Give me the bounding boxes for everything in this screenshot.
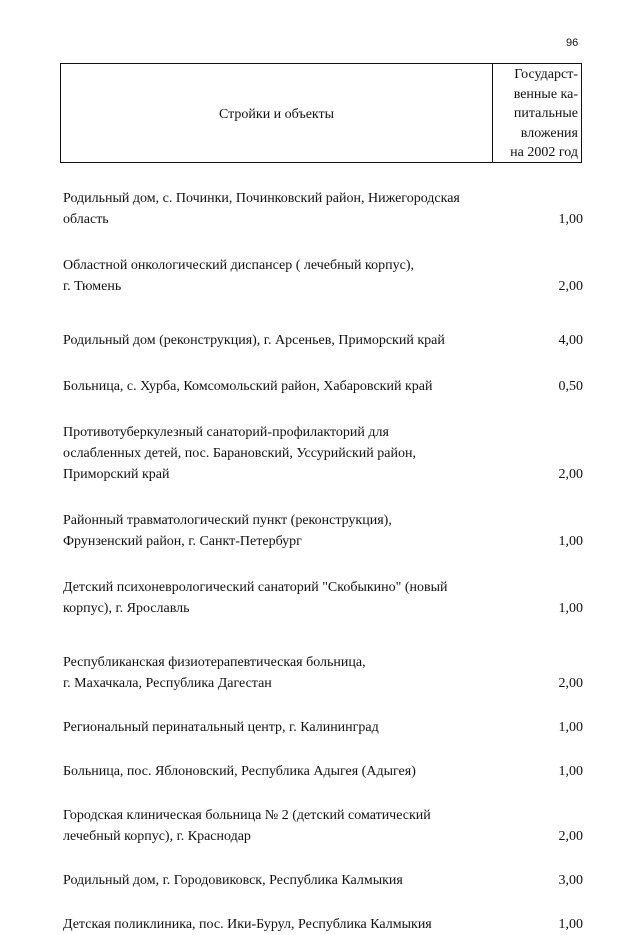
row-object-name-line: Фрунзенский район, г. Санкт-Петербург <box>63 534 302 549</box>
row-object-name-line: Больница, пос. Яблоновский, Республика Адыгея (Адыгея) <box>63 764 416 779</box>
row-investment-value: 1,00 <box>558 601 583 616</box>
row-investment-value: 1,00 <box>558 212 583 227</box>
header-investment-line: питальные <box>513 106 578 121</box>
table-row <box>63 376 583 397</box>
row-object-name-line: лечебный корпус), г. Краснодар <box>63 829 251 844</box>
row-object-name-line: Родильный дом (реконструкция), г. Арсеньев, Приморский край <box>63 333 445 348</box>
row-object-name-line: г. Махачкала, Республика Дагестан <box>63 676 272 691</box>
table-row <box>63 255 583 297</box>
row-object-name-line: Больница, с. Хурба, Комсомольский район, Хабаровский край <box>63 379 433 394</box>
table-row <box>63 330 583 351</box>
row-object-name-line: Региональный перинатальный центр, г. Калининград <box>63 720 379 735</box>
header-investment-column <box>493 64 581 162</box>
row-object-name-line: ослабленных детей, пос. Барановский, Уссурийский район, <box>63 446 416 461</box>
row-object-name-line: г. Тюмень <box>63 279 122 294</box>
row-object-name <box>63 510 523 552</box>
row-object-name <box>63 914 523 935</box>
table-row <box>63 914 583 935</box>
row-object-name-line: Противотуберкулезный санаторий-профилакторий для <box>63 425 389 440</box>
row-object-name-line: Детская поликлиника, пос. Ики-Бурул, Республика Калмыкия <box>63 917 432 932</box>
row-object-name-line: корпус), г. Ярославль <box>63 601 190 616</box>
row-object-name <box>63 422 523 485</box>
row-investment-value: 1,00 <box>558 764 583 779</box>
row-object-name-line: Областной онкологический диспансер ( лечебный корпус), <box>63 258 414 273</box>
row-investment-value: 0,50 <box>558 379 583 394</box>
row-object-name <box>63 188 523 230</box>
header-objects-column: Стройки и объекты <box>61 64 493 162</box>
row-investment-value: 2,00 <box>558 279 583 294</box>
header-investment-line: Государст- <box>514 67 578 82</box>
page-number: 96 <box>566 37 579 49</box>
header-investment-line: вложения <box>520 125 578 141</box>
row-object-name <box>63 761 523 782</box>
row-investment-value: 3,00 <box>558 873 583 888</box>
table-row <box>63 577 583 619</box>
row-object-name <box>63 805 523 847</box>
row-object-name <box>63 577 523 619</box>
table-row <box>63 761 583 782</box>
table-row <box>63 422 583 485</box>
table-row <box>63 870 583 891</box>
header-investment-line: венные ка- <box>513 86 578 102</box>
row-investment-value: 1,00 <box>558 534 583 549</box>
header-investment-line: на 2002 год <box>510 145 578 160</box>
table-header <box>60 63 582 163</box>
row-object-name <box>63 652 523 694</box>
row-object-name-line: Республиканская физиотерапевтическая больница, <box>63 655 366 670</box>
row-object-name-line: Городская клиническая больница № 2 (детский соматический <box>63 808 431 823</box>
row-object-name <box>63 330 523 351</box>
row-investment-value: 2,00 <box>558 829 583 844</box>
table-body <box>63 188 583 935</box>
row-investment-value: 1,00 <box>558 917 583 932</box>
row-investment-value: 1,00 <box>558 720 583 735</box>
row-object-name-line: Районный травматологический пункт (реконструкция), <box>63 513 392 528</box>
row-object-name <box>63 717 523 738</box>
row-object-name-line: область <box>63 212 109 227</box>
table-row <box>63 717 583 738</box>
row-object-name <box>63 376 523 397</box>
row-object-name-line: Родильный дом, г. Городовиковск, Республика Калмыкия <box>63 873 403 888</box>
row-object-name <box>63 870 523 891</box>
row-investment-value: 4,00 <box>558 333 583 348</box>
row-object-name-line: Родильный дом, с. Починки, Починковский район, Нижегородская <box>63 191 460 206</box>
table-row <box>63 510 583 552</box>
table-row <box>63 805 583 847</box>
table-row <box>63 188 583 230</box>
row-object-name-line: Детский психоневрологический санаторий "Скобыкино" (новый <box>63 580 448 595</box>
row-object-name <box>63 255 523 297</box>
row-object-name-line: Приморский край <box>63 467 170 482</box>
table-row <box>63 652 583 694</box>
row-investment-value: 2,00 <box>558 467 583 482</box>
row-investment-value: 2,00 <box>558 676 583 691</box>
